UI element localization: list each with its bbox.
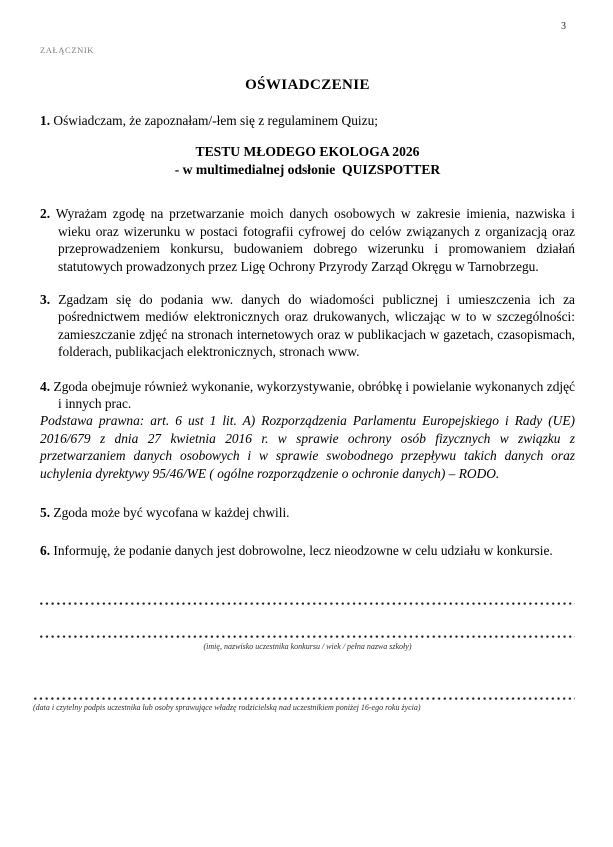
- statement-item-1: [40, 112, 575, 129]
- item-number: 5.: [40, 505, 51, 521]
- signature-dotted-line-2: [40, 635, 575, 638]
- item-number: 2.: [40, 206, 51, 222]
- quiz-title: TESTU MŁODEGO EKOLOGA 2026: [195, 144, 420, 160]
- item-number: 1.: [40, 113, 51, 128]
- item-number: 4.: [40, 378, 51, 394]
- date-signature-caption: (data i czytelny podpis uczestnika lub osoby sprawujące władzę rodzicielską nad uczestnikiem poniżej 16-ego roku życia): [33, 702, 421, 712]
- statement-item-5: [40, 504, 575, 521]
- signature-dotted-line-1: [40, 602, 575, 605]
- item-text: Oświadczam, że zapoznałam/-łem się z regulaminem Quizu;: [53, 113, 378, 128]
- page-number: 3: [561, 21, 566, 32]
- signature-dotted-line-3: [34, 697, 575, 700]
- attachment-label: ZAŁĄCZNIK: [40, 45, 95, 55]
- legal-basis-text: Podstawa prawna: art. 6 ust 1 lit. A) Rozporządzenia Parlamentu Europejskiego i Rady (UE) 2016/679 z dnia 27 kwietnia 2016 r. w sprawie ochrony osób fizycznych w związku z przetwarzaniem danych osobowych i w sprawie swobodnego przepływu takich danych oraz uchylenia dyrektywy 95/46/WE ( ogólne rozporządzenie o ochronie danych) – RODO.: [40, 413, 575, 481]
- statement-item-6: [40, 542, 575, 559]
- item-number: 3.: [40, 292, 51, 308]
- item-text: Zgoda może być wycofana w każdej chwili.: [53, 505, 290, 521]
- document-title: OŚWIADCZENIE: [245, 77, 370, 93]
- item-text: Informuję, że podanie danych jest dobrowolne, lecz nieodzowne w celu udziału w konkursie.: [53, 542, 553, 558]
- participant-signature-caption: (imię, nazwisko uczestnika konkursu / wiek / pełna nazwa szkoły): [203, 641, 412, 651]
- statement-item-3: [40, 291, 575, 361]
- quiz-subtitle: - w multimedialnej odsłonie QUIZSPOTTER: [174, 162, 441, 178]
- item-text: Zgoda obejmuje również wykonanie, wykorzystywanie, obróbkę i powielanie wykonanych zdjęć i innych prac.: [53, 378, 575, 412]
- item-number: 6.: [40, 542, 51, 558]
- statement-item-2: [40, 205, 575, 275]
- item-text: Zgadzam się do podania ww. danych do wiadomości publicznej i umieszczenia ich za pośrednictwem mediów elektronicznych oraz drukowanych, wliczając w to w szczególności: zamieszczanie zdjęć na stronach internetowych oraz w publikacjach w gazetach, czasopismach, folderach, publikacjach elektronicznych, stronach www.: [58, 292, 575, 360]
- statement-item-4: [40, 378, 575, 413]
- item-text: Wyrażam zgodę na przetwarzanie moich danych osobowych w zakresie imienia, nazwiska i wieku oraz wizerunku w postaci fotografii cyfrowej do celów związanych z organizacją oraz przeprowadzeniem konkursu, budowaniem dobrego wizerunku i promowaniem działań statutowych prowadzonych przez Ligę Ochrony Przyrody Zarząd Okręgu w Tarnobrzegu.: [55, 206, 575, 274]
